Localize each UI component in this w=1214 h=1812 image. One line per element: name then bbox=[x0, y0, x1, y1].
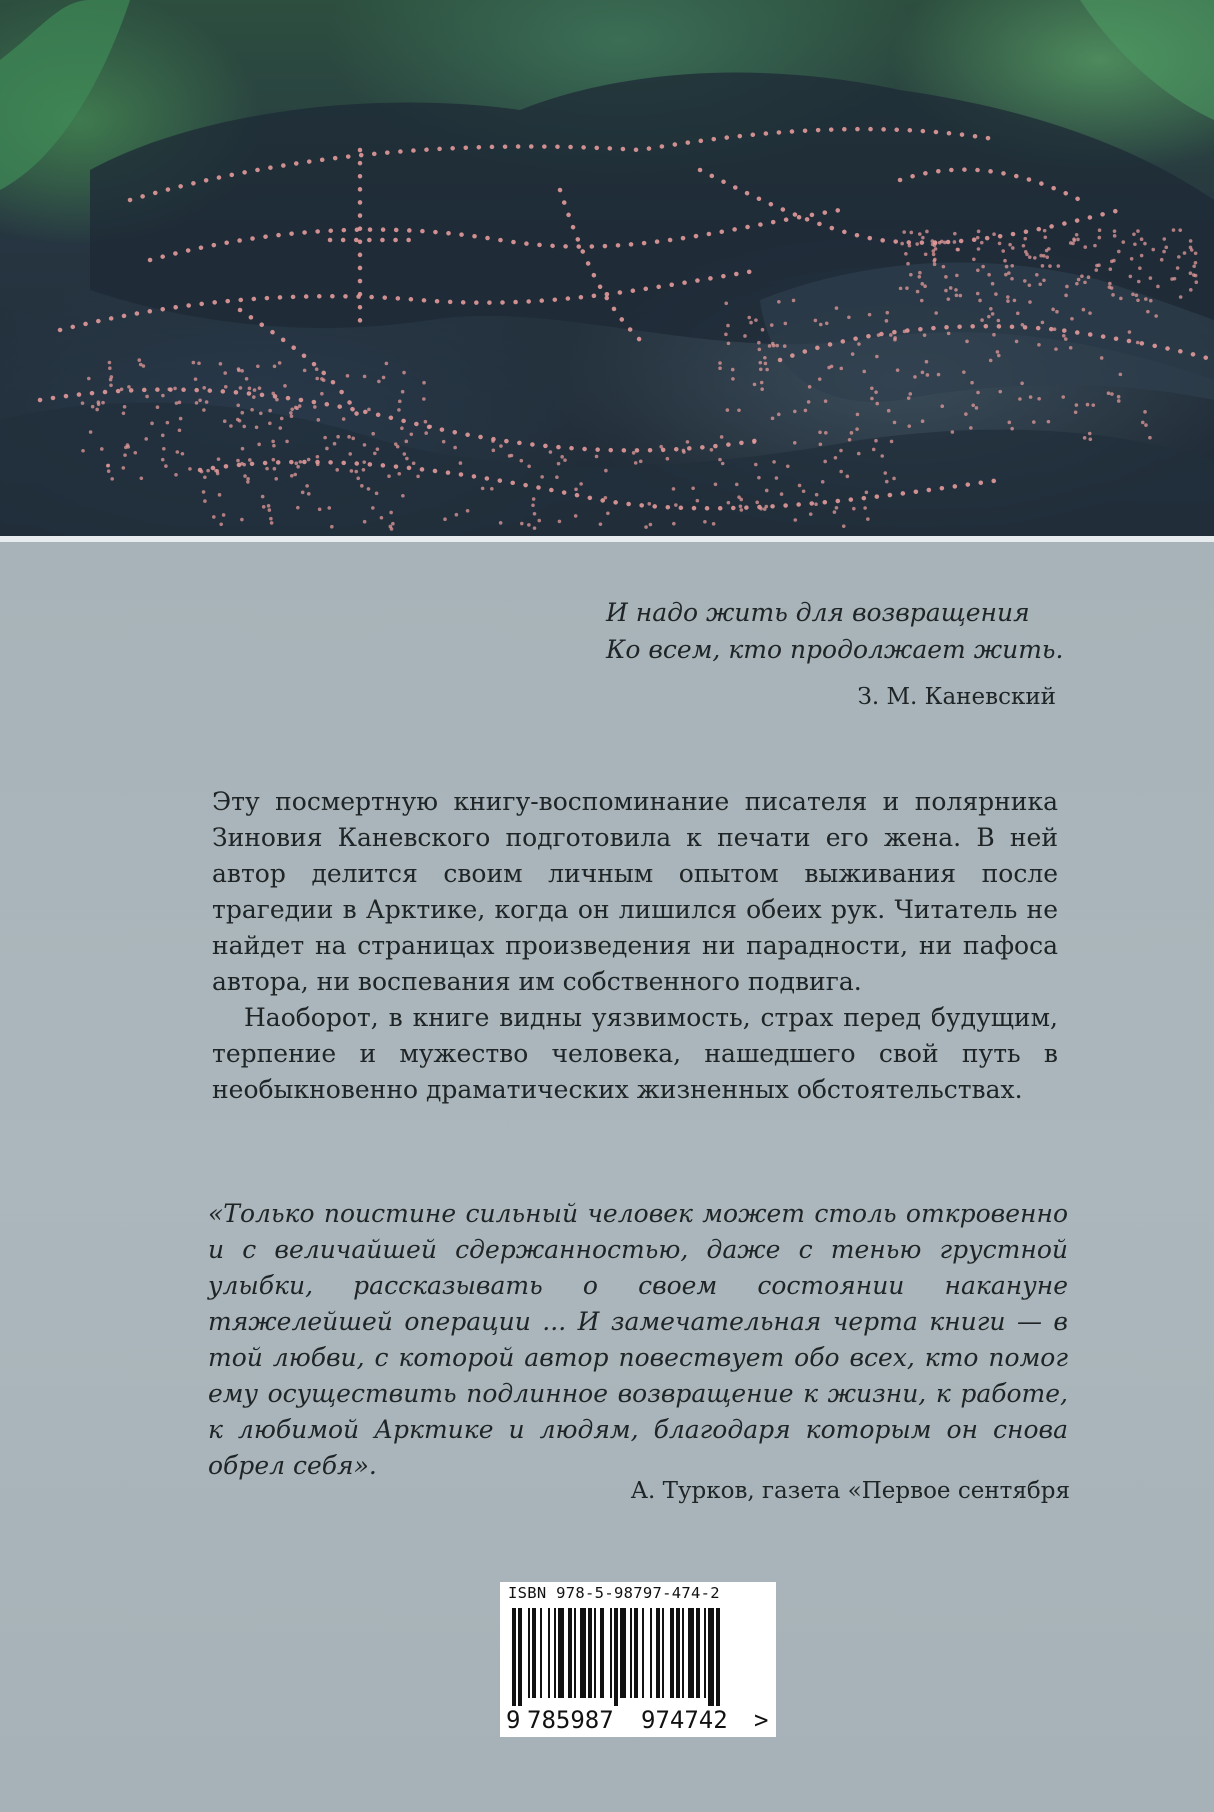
barcode-bar bbox=[548, 1608, 550, 1698]
barcode-bar bbox=[512, 1608, 516, 1706]
description-paragraph: Эту посмертную книгу-воспоминание писателя и полярника Зиновия Каневского подготовила к печати его жена. В ней автор делится своим личным опытом выживания после трагедии в Арктике, когда он лишился обеих рук. Читатель не найдет на страницах произведения ни парадности, ни пафоса автора, ни воспевания им собственного подвига. bbox=[212, 787, 1058, 996]
isbn-barcode bbox=[500, 1582, 776, 1737]
barcode-bar bbox=[568, 1608, 572, 1698]
barcode-bar bbox=[540, 1608, 542, 1698]
epigraph-line: И надо жить для возвращения bbox=[606, 598, 1030, 627]
ean-left-group: 785987 bbox=[527, 1706, 614, 1734]
barcode-bar bbox=[574, 1608, 576, 1698]
barcode-bar bbox=[554, 1608, 556, 1698]
ean-first-digit: 9 bbox=[506, 1706, 521, 1734]
description-paragraph: Наоборот, в книге видны уязвимость, страх перед будущим, терпение и мужество человека, нашедшего свой путь в необыкновенно драматических жизненных обстоятельствах. bbox=[212, 1003, 1058, 1104]
barcode-bar bbox=[634, 1608, 638, 1698]
dotted-landscape-illustration bbox=[0, 0, 1214, 542]
epigraph bbox=[606, 594, 1066, 668]
barcode-bar bbox=[620, 1608, 626, 1698]
review-quote: «Только поистине сильный человек может столь откровенно и с величайшей сдержанностью, даже с тенью грустной улыбки, рассказывать о своем состоянии накануне тяжелейшей операции ... И замечательная черта книги — в той любви, с которой автор повествует обо всех, кто помог ему осуществить подлинное возвращение к жизни, к работе, к любимой Арктике и людям, благодаря которым он снова обрел себя». bbox=[208, 1199, 1068, 1480]
barcode-bar bbox=[610, 1608, 612, 1698]
ean-right-group: 974742 bbox=[641, 1706, 728, 1734]
barcode-bar bbox=[704, 1608, 706, 1698]
review-author: А. Турков, газета «Первое сентября bbox=[630, 1478, 1070, 1504]
barcode-bar bbox=[580, 1608, 586, 1698]
barcode-bar bbox=[600, 1608, 604, 1698]
barcode-bar bbox=[708, 1608, 714, 1706]
cover-artwork bbox=[0, 0, 1214, 542]
barcode-bar bbox=[650, 1608, 652, 1698]
barcode-bar bbox=[528, 1608, 530, 1698]
epigraph-line: Ко всем, кто продолжает жить. bbox=[606, 635, 1064, 664]
epigraph-author: З. М. Каневский bbox=[857, 684, 1056, 710]
barcode-bar bbox=[518, 1608, 522, 1706]
barcode-bar bbox=[696, 1608, 700, 1698]
barcode-bar bbox=[682, 1608, 684, 1698]
barcode-bar bbox=[594, 1608, 596, 1698]
barcode-bar bbox=[614, 1608, 618, 1706]
barcode-bar bbox=[630, 1608, 632, 1698]
barcode-bar bbox=[716, 1608, 720, 1706]
barcode-bar bbox=[676, 1608, 680, 1698]
ean-quiet-mark: > bbox=[754, 1706, 769, 1734]
barcode-bar bbox=[662, 1608, 664, 1698]
barcode-bar bbox=[642, 1608, 644, 1698]
barcode-bars bbox=[500, 1608, 776, 1706]
barcode-bar bbox=[656, 1608, 660, 1698]
barcode-bar bbox=[532, 1608, 536, 1698]
isbn-text: ISBN 978-5-98797-474-2 bbox=[508, 1584, 720, 1602]
barcode-bar bbox=[558, 1608, 564, 1698]
barcode-bar bbox=[588, 1608, 592, 1698]
barcode-bar bbox=[670, 1608, 674, 1698]
barcode-bar bbox=[688, 1608, 694, 1698]
book-description bbox=[212, 784, 1058, 1108]
